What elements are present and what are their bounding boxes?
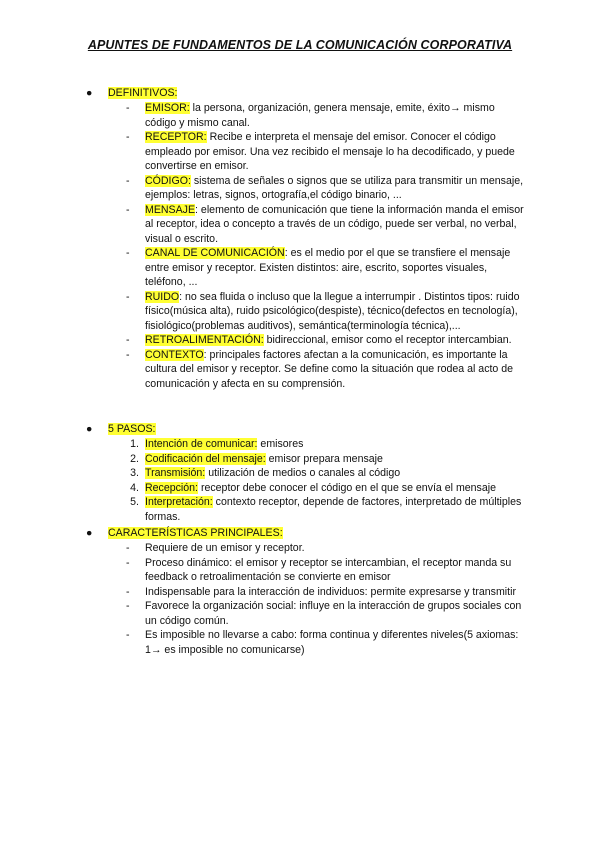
list-item bbox=[126, 585, 526, 600]
number-marker: 5. bbox=[130, 496, 139, 508]
item-text: utilización de medios o canales al código bbox=[205, 467, 401, 479]
term-highlight: CÓDIGO: bbox=[145, 174, 191, 187]
section-heading-text: 5 PASOS: bbox=[108, 423, 156, 435]
number-marker: 3. bbox=[130, 467, 139, 479]
number-marker: 4. bbox=[130, 481, 139, 494]
item-text: Favorece la organización social: influye en la interacción de grupos sociales con un código común. bbox=[145, 600, 522, 627]
term-highlight: Transmisión: bbox=[145, 467, 206, 479]
list-item bbox=[126, 556, 526, 585]
term-highlight: Interpretación: bbox=[145, 496, 213, 508]
item-text: contexto receptor, depende de factores, interpretado de múltiples formas. bbox=[145, 496, 522, 523]
definitions-list bbox=[126, 101, 526, 391]
term-highlight: RETROALIMENTACIÓN: bbox=[145, 334, 264, 346]
list-item bbox=[126, 203, 526, 247]
dash-marker: - bbox=[126, 131, 130, 143]
item-text: bidireccional, emisor como el receptor intercambian. bbox=[263, 334, 512, 346]
list-item bbox=[126, 174, 526, 203]
term-highlight: EMISOR: bbox=[145, 102, 190, 114]
section-heading-pasos bbox=[86, 422, 156, 437]
item-text: : no sea fluida o incluso que la llegue a interrumpir . Distintos tipos: ruido físico(música alta), ruido psicológico(despiste), técnico(defectos en tecnología), fisiológico(problemas auditivos), semántica(terminología técnica),... bbox=[145, 290, 520, 332]
dash-marker: - bbox=[126, 556, 130, 569]
section-heading-text: CARACTERÍSTICAS PRINCIPALES: bbox=[108, 527, 283, 539]
list-item bbox=[126, 101, 526, 130]
item-text: : es el medio por el que se transfiere el mensaje entre emisor y receptor. Existen distintos: aire, escrito, soportes visuales, teléfono, ... bbox=[145, 247, 511, 288]
bullet-dot-icon: ● bbox=[86, 87, 93, 99]
dash-marker: - bbox=[126, 629, 130, 641]
term-highlight: MENSAJE bbox=[145, 203, 196, 216]
number-marker: 2. bbox=[130, 452, 139, 465]
dash-marker: - bbox=[126, 348, 130, 361]
term-highlight: Recepción: bbox=[145, 481, 198, 494]
item-text: Recibe e interpreta el mensaje del emisor. Conocer el código empleado por emisor. Una vez recibido el mensaje lo ha decodificado, y puede convertirse en emisor. bbox=[145, 131, 515, 172]
section-heading-definitivos bbox=[86, 86, 177, 101]
list-item bbox=[126, 246, 526, 290]
steps-list bbox=[126, 437, 526, 524]
item-text: emisor prepara mensaje bbox=[265, 452, 383, 465]
item-text: sistema de señales o signos que se utiliza para transmitir un mensaje, ejemplos: letras, signos, ortografía,el código binario, ... bbox=[145, 174, 524, 201]
term-highlight: RECEPTOR: bbox=[145, 131, 207, 143]
term-highlight: Codificación del mensaje: bbox=[145, 452, 266, 465]
bullet-dot-icon: ● bbox=[86, 423, 93, 435]
section-heading-caracteristicas bbox=[86, 526, 283, 541]
list-item bbox=[126, 290, 526, 334]
item-text: Es imposible no llevarse a cabo: forma continua y diferentes niveles(5 axiomas: 1→ es imposible no comunicarse) bbox=[145, 629, 519, 656]
list-item bbox=[126, 495, 526, 524]
list-item bbox=[126, 628, 526, 657]
section-heading-text: DEFINITIVOS: bbox=[108, 87, 178, 99]
list-item bbox=[126, 333, 526, 348]
term-highlight: CONTEXTO bbox=[145, 348, 204, 361]
list-item bbox=[126, 348, 526, 392]
bullet-dot-icon: ● bbox=[86, 527, 93, 539]
list-item bbox=[126, 541, 526, 556]
item-text: emisores bbox=[257, 438, 304, 450]
item-text: Indispensable para la interacción de individuos: permite expresarse y transmitir bbox=[145, 585, 516, 598]
dash-marker: - bbox=[126, 334, 130, 346]
dash-marker: - bbox=[126, 203, 130, 216]
list-item bbox=[126, 466, 526, 481]
dash-marker: - bbox=[126, 600, 130, 612]
dash-marker: - bbox=[126, 102, 130, 114]
document-title: APUNTES DE FUNDAMENTOS DE LA COMUNICACIÓN CORPORATIVA bbox=[87, 38, 513, 52]
item-text: : principales factores afectan a la comunicación, es importante la cultura del emisor y receptor. Se define como la situación que rodea al acto de comunicación y afecta en su comprensión. bbox=[145, 348, 514, 390]
dash-marker: - bbox=[126, 174, 130, 187]
characteristics-list bbox=[126, 541, 526, 657]
dash-marker: - bbox=[126, 542, 130, 554]
dash-marker: - bbox=[126, 247, 130, 259]
list-item bbox=[126, 599, 526, 628]
term-highlight: Intención de comunicar: bbox=[145, 438, 258, 450]
list-item bbox=[126, 130, 526, 174]
dash-marker: - bbox=[126, 585, 130, 598]
number-marker: 1. bbox=[130, 438, 139, 450]
item-text: Requiere de un emisor y receptor. bbox=[145, 542, 305, 554]
item-text: Proceso dinámico: el emisor y receptor se intercambian, el receptor manda su feedback o retroalimentación se convierte en emisor bbox=[145, 556, 512, 583]
item-text: receptor debe conocer el código en el que se envía el mensaje bbox=[198, 481, 496, 494]
term-highlight: RUIDO bbox=[145, 290, 180, 303]
term-highlight: CANAL DE COMUNICACIÓN bbox=[145, 247, 285, 259]
list-item bbox=[126, 437, 526, 452]
item-text: : elemento de comunicación que tiene la información manda el emisor al receptor, idea o concepto a través de un código, puede ser verbal, no verbal, visual o escrito. bbox=[145, 203, 524, 245]
list-item bbox=[126, 481, 526, 496]
dash-marker: - bbox=[126, 290, 130, 303]
item-text: la persona, organización, genera mensaje, emite, éxito→ mismo código y mismo canal. bbox=[145, 102, 495, 129]
list-item bbox=[126, 452, 526, 467]
